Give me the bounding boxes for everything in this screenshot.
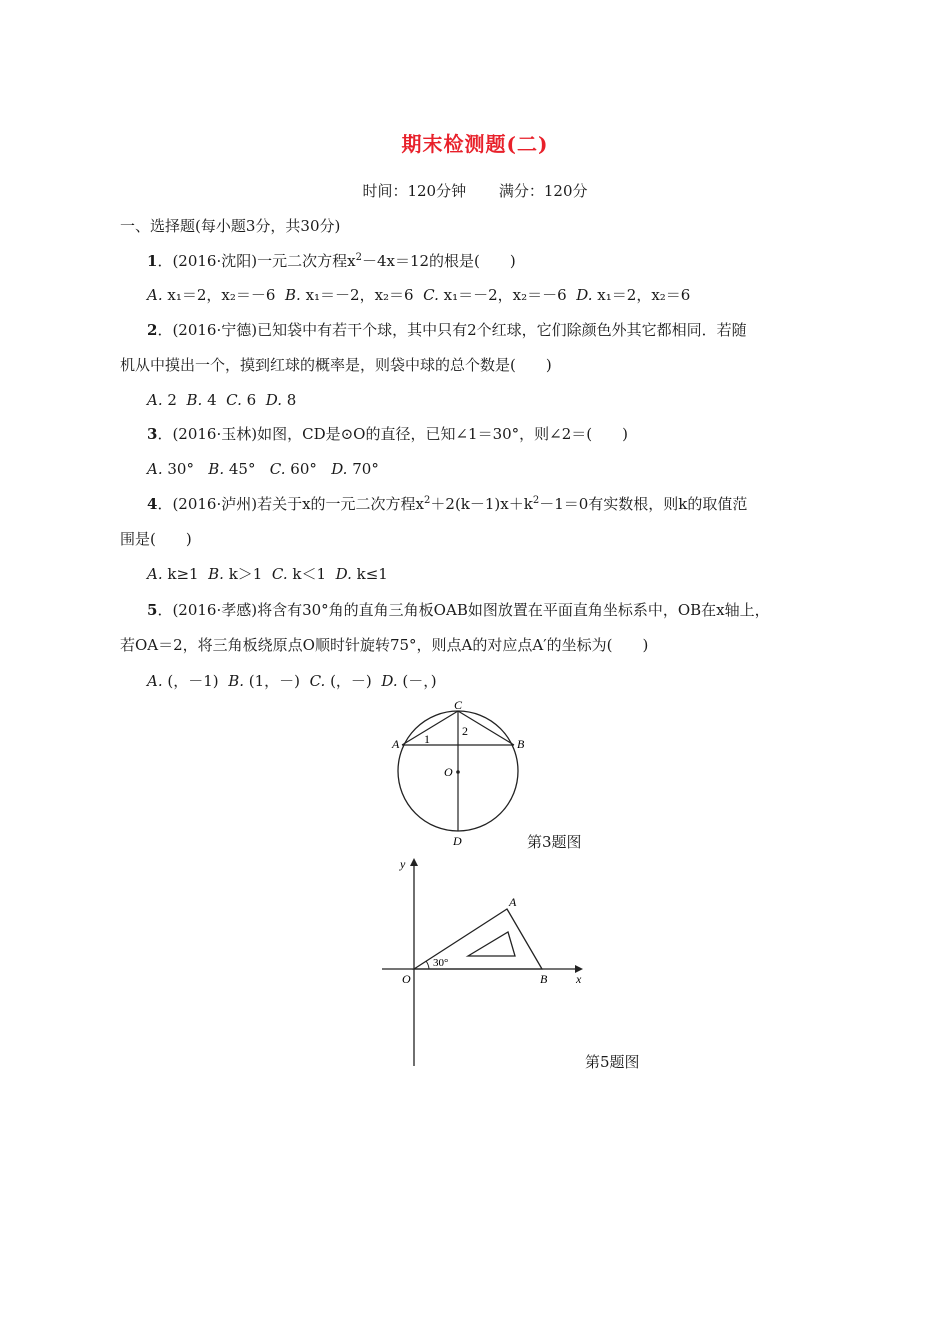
question-4-stem-line2: 围是( ) xyxy=(120,530,192,548)
option-1d: x₁＝2，x₂＝6 xyxy=(597,286,691,304)
option-1b: x₁＝－2，x₂＝6 xyxy=(305,286,414,304)
option-2a: 2 xyxy=(167,391,177,409)
section-heading: 一、选择题(每小题3分，共30分) xyxy=(120,217,341,235)
option-1c: x₁＝－2，x₂＝－6 xyxy=(443,286,567,304)
angle-arc xyxy=(426,961,429,969)
center-dot xyxy=(456,770,460,774)
page-title: 期末检测题(二) xyxy=(401,132,549,156)
label-o: O xyxy=(444,765,453,779)
label-x: x xyxy=(576,972,582,986)
option-4b: k＞1 xyxy=(228,565,263,583)
question-3-options: A. 30° B. 45° C. 60° D. 70° xyxy=(147,460,379,478)
label-o: O xyxy=(402,972,411,986)
option-4c: k＜1 xyxy=(292,565,327,583)
label-b: B xyxy=(540,972,548,986)
option-3c: 60° xyxy=(290,460,317,478)
label-c: C xyxy=(454,698,463,712)
option-4d: k≤1 xyxy=(356,565,388,583)
option-2b: 4 xyxy=(207,391,217,409)
label-angle-1: 1 xyxy=(424,732,430,746)
option-4a: k≥1 xyxy=(167,565,199,583)
option-3d: 70° xyxy=(352,460,379,478)
label-angle-2: 2 xyxy=(462,724,468,738)
figure-3-caption: 第3题图 xyxy=(527,833,582,851)
question-1-options: A. x₁＝2，x₂＝－6 B. x₁＝－2，x₂＝6 C. x₁＝－2，x₂＝－6 D. x₁＝2，x₂＝6 xyxy=(147,286,691,304)
question-4-options: A. k≥1 B. k＞1 C. k＜1 D. k≤1 xyxy=(147,565,388,583)
question-3-stem: 3．(2016·玉林)如图，CD是⊙O的直径，已知∠1＝30°，则∠2＝( ) xyxy=(147,425,628,443)
option-3a: 30° xyxy=(167,460,194,478)
option-3b: 45° xyxy=(228,460,256,478)
option-2d: 8 xyxy=(286,391,297,409)
full-score: 满分：120分 xyxy=(498,182,588,200)
option-5d: (－，) xyxy=(402,672,437,690)
question-4-stem-line1: 4．(2016·泸州)若关于x的一元二次方程$x^2+2(k-1)x+k^2-1=0$有实数根，则k的取值范 xyxy=(147,495,748,513)
exam-meta xyxy=(0,180,950,201)
question-2-stem-line1: 2．(2016·宁德)已知袋中有若干个球，其中只有2个红球，它们除颜色外其它都相同．若随 xyxy=(147,321,747,339)
figure-3 xyxy=(380,695,540,855)
question-1-stem: 1．(2016·沈阳)一元二次方程$x^2-4x=12$的根是( ) xyxy=(147,252,516,270)
label-angle-30: 30° xyxy=(433,957,449,969)
question-2-options: A. 2 B. 4 C. 6 D. 8 xyxy=(147,391,297,409)
option-5c: (，－) xyxy=(330,672,372,690)
figure-5-caption: 第5题图 xyxy=(585,1053,640,1071)
option-1a: x₁＝2，x₂＝－6 xyxy=(167,286,276,304)
option-5b: (1，－) xyxy=(248,672,301,690)
y-axis-arrow xyxy=(410,858,418,866)
question-5-options: A. (，－1) B. (1，－) C. (，－) D. (－，) xyxy=(147,672,437,690)
label-a: A xyxy=(509,895,517,909)
label-a: A xyxy=(392,737,400,751)
segment-ac xyxy=(402,711,458,745)
triangle-inner-hole xyxy=(468,932,515,956)
label-d: D xyxy=(453,834,462,848)
question-5-stem-line2: 若OA＝2，将三角板绕原点O顺时针旋转75°，则点A的对应点A′的坐标为( ) xyxy=(120,636,649,654)
label-y: y xyxy=(400,857,406,871)
question-2-stem-line2: 机从中摸出一个，摸到红球的概率是，则袋中球的总个数是( ) xyxy=(120,356,552,374)
figure-5 xyxy=(376,852,596,1072)
question-5-stem-line1: 5．(2016·孝感)将含有30°角的直角三角板OAB如图放置在平面直角坐标系中，OB在x轴上， xyxy=(147,601,770,619)
time-limit: 时间：120分钟 xyxy=(362,182,467,200)
option-5a: (，－1) xyxy=(167,672,219,690)
label-b: B xyxy=(517,737,525,751)
option-2c: 6 xyxy=(246,391,257,409)
